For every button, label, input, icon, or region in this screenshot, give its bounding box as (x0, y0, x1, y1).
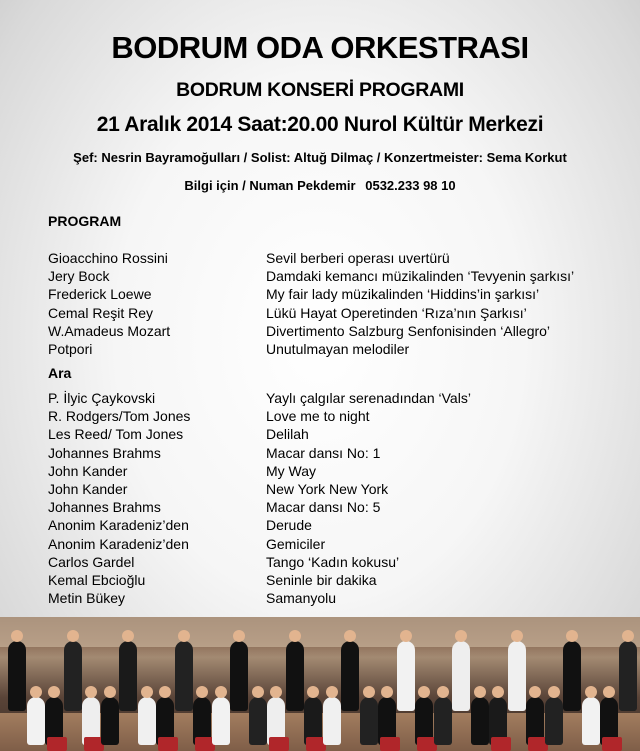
piece-title: Love me to night (266, 408, 370, 425)
piece-title: Delilah (266, 426, 309, 443)
musician-head (11, 630, 23, 642)
musician-head (585, 686, 597, 698)
piece-title: New York New York (266, 480, 389, 497)
musician-head (48, 686, 60, 698)
program-row (48, 304, 628, 322)
program-row (48, 425, 628, 443)
composer-name: Johannes Brahms (48, 499, 161, 516)
musician-figure (8, 641, 26, 711)
musician-figure (619, 641, 637, 711)
musician-figure (323, 697, 341, 745)
piece-title: Macar dansı No: 1 (266, 444, 381, 461)
piece-title: Samanyolu (266, 590, 337, 607)
musician-head (159, 686, 171, 698)
musician-head (233, 630, 245, 642)
contact-label: Bilgi için / Numan Pekdemir (184, 178, 356, 193)
musician-head (529, 686, 541, 698)
chair (380, 737, 400, 751)
composer-name: Johannes Brahms (48, 444, 161, 461)
musician-figure (508, 641, 526, 711)
musician-head (622, 630, 634, 642)
musician-figure (230, 641, 248, 711)
stage-backdrop (0, 617, 640, 647)
piece-title: Sevil berberi operası uvertürü (266, 250, 450, 266)
program-heading: PROGRAM (48, 213, 122, 229)
musician-head (270, 686, 282, 698)
piece-title: Gemiciler (266, 535, 326, 552)
musician-head (455, 630, 467, 642)
piece-title: Derude (266, 517, 312, 534)
chair (269, 737, 289, 751)
musician-head (511, 630, 523, 642)
program-row (48, 285, 628, 303)
composer-name: Anonim Karadeniz’den (48, 535, 189, 552)
program-row (48, 535, 628, 553)
musician-figure (360, 697, 378, 745)
musician-figure (563, 641, 581, 711)
program-row (48, 340, 628, 358)
musician-head (603, 686, 615, 698)
musician-head (141, 686, 153, 698)
piece-title: Yaylı çalgılar serenadından ‘Vals’ (266, 390, 471, 406)
program-list (48, 249, 628, 358)
performer-credits: Şef: Nesrin Bayramoğulları / Solist: Altuğ Dilmaç / Konzertmeister: Sema Korkut (73, 150, 567, 165)
piece-title: Unutulmayan melodiler (266, 340, 410, 357)
program-row (48, 249, 628, 267)
piece-title: Divertimento Salzburg Senfonisinden ‘Allegro’ (266, 322, 551, 339)
program-subtitle: BODRUM KONSERİ PROGRAMI (176, 79, 464, 101)
musician-figure (341, 641, 359, 711)
musician-head (122, 630, 134, 642)
chair (602, 737, 622, 751)
program-row (48, 267, 628, 285)
chair (158, 737, 178, 751)
composer-name: Anonim Karadeniz’den (48, 517, 189, 534)
musician-figure (397, 641, 415, 711)
program-row (48, 462, 628, 480)
musician-head (363, 686, 375, 698)
musician-head (566, 630, 578, 642)
chair (491, 737, 511, 751)
musician-figure (249, 697, 267, 745)
musician-head (437, 686, 449, 698)
concert-date-venue: 21 Aralık 2014 Saat:20.00 Nurol Kültür Merkezi (96, 113, 544, 136)
composer-name: Frederick Loewe (48, 286, 152, 303)
composer-name: Cemal Reşit Rey (48, 304, 154, 321)
composer-name: Carlos Gardel (48, 553, 135, 570)
musician-head (418, 686, 430, 698)
program-row (48, 571, 628, 589)
musician-head (30, 686, 42, 698)
musician-figure (64, 641, 82, 711)
composer-name: Kemal Ebcioğlu (48, 571, 146, 588)
musician-figure (452, 641, 470, 711)
chair (47, 737, 67, 751)
program-row (48, 322, 628, 340)
composer-name: W.Amadeus Mozart (48, 322, 171, 339)
musician-figure (582, 697, 600, 745)
musician-head (492, 686, 504, 698)
composer-name: Jery Bock (48, 268, 110, 285)
musician-figure (545, 697, 563, 745)
musician-figure (212, 697, 230, 745)
piece-title: Damdaki kemancı müzikalinden ‘Tevyenin şarkısı’ (266, 268, 575, 285)
musician-head (307, 686, 319, 698)
composer-name: Potpori (48, 340, 93, 357)
program-row (48, 480, 628, 498)
composer-name: Gioacchino Rossini (48, 250, 168, 266)
program-row (48, 407, 628, 425)
composer-name: Les Reed/ Tom Jones (48, 426, 184, 443)
program-row (48, 444, 628, 462)
piece-title: Macar dansı No: 5 (266, 499, 381, 516)
composer-name: Metin Bükey (48, 590, 126, 607)
orchestra-title: BODRUM ODA ORKESTRASI (111, 30, 529, 65)
musician-head (381, 686, 393, 698)
musician-head (104, 686, 116, 698)
contact-phone: 0532.233 98 10 (365, 178, 456, 193)
program-row (48, 553, 628, 571)
intermission-heading: Ara (48, 365, 72, 381)
intermission-list (48, 389, 628, 607)
piece-title: Tango ‘Kadın kokusu’ (266, 553, 400, 570)
musician-figure (138, 697, 156, 745)
piece-title: Lükü Hayat Operetinden ‘Rıza’nın Şarkısı’ (266, 304, 527, 321)
program-row (48, 589, 628, 607)
musician-figure (286, 641, 304, 711)
musician-head (326, 686, 338, 698)
composer-name: P. İlyic Çaykovski (48, 390, 156, 406)
piece-title: My fair lady müzikalinden ‘Hiddins’in şarkısı’ (266, 286, 540, 303)
program-row (48, 516, 628, 534)
musician-head (215, 686, 227, 698)
musician-head (474, 686, 486, 698)
musician-figure (471, 697, 489, 745)
contact-info (0, 178, 640, 193)
musician-figure (434, 697, 452, 745)
musician-head (548, 686, 560, 698)
musician-head (289, 630, 301, 642)
program-row (48, 498, 628, 516)
composer-name: R. Rodgers/Tom Jones (48, 408, 191, 425)
musician-head (400, 630, 412, 642)
composer-name: John Kander (48, 462, 128, 479)
musician-figure (119, 641, 137, 711)
musician-figure (27, 697, 45, 745)
musician-head (344, 630, 356, 642)
musician-head (252, 686, 264, 698)
piece-title: Seninle bir dakika (266, 571, 377, 588)
musician-head (178, 630, 190, 642)
program-row (48, 389, 628, 407)
musician-head (85, 686, 97, 698)
piece-title: My Way (266, 462, 317, 479)
composer-name: John Kander (48, 480, 128, 497)
musician-head (196, 686, 208, 698)
orchestra-photo (0, 617, 640, 751)
musician-figure (175, 641, 193, 711)
musician-figure (101, 697, 119, 745)
musician-head (67, 630, 79, 642)
